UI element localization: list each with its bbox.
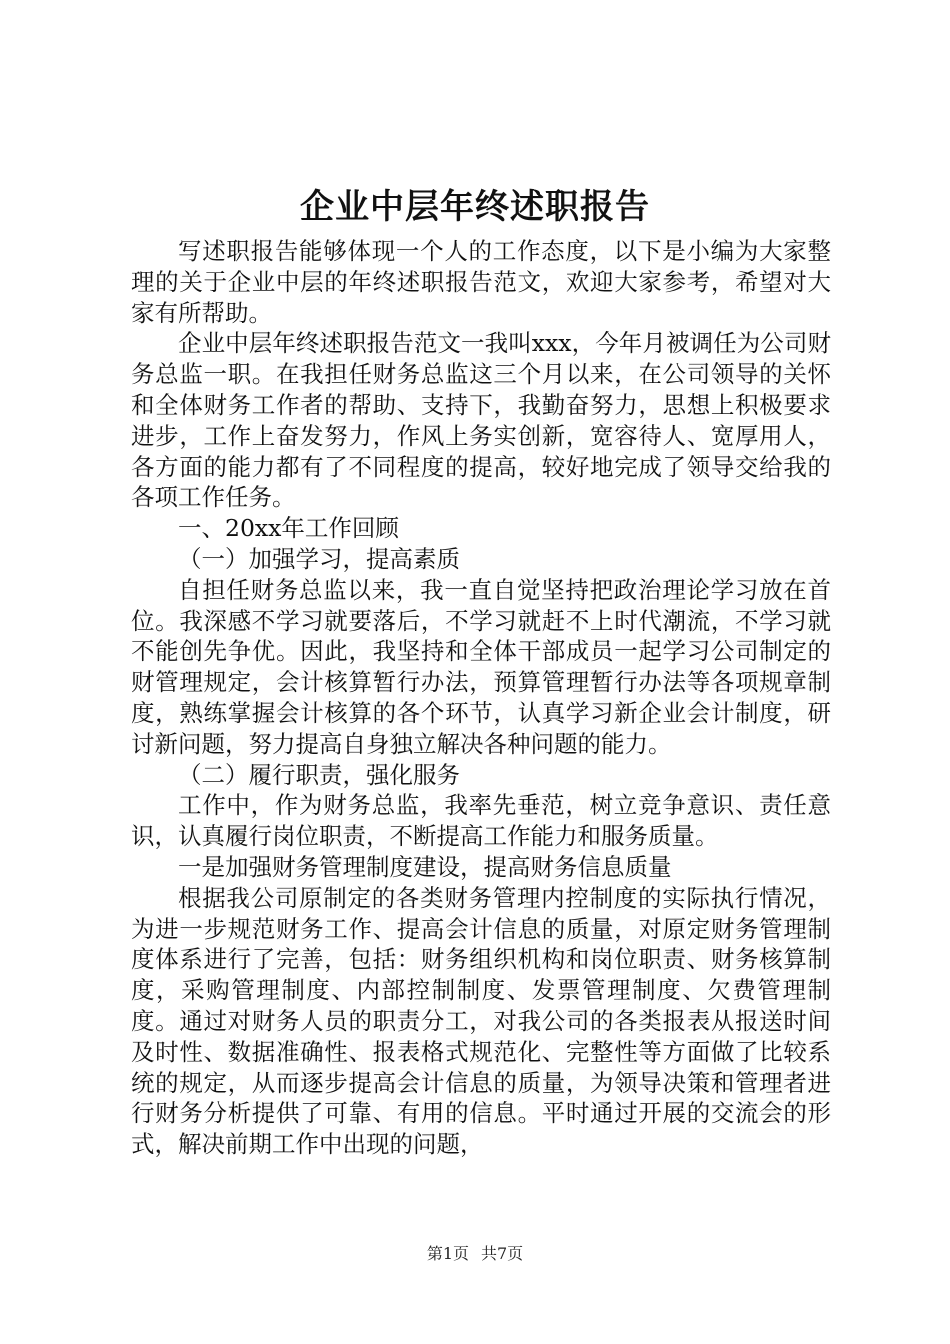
paragraph-study: 自担任财务总监以来，我一直自觉坚持把政治理论学习放在首位。我深感不学习就要落后，不学习就赶不上时代潮流，不学习就不能创先争优。因此，我坚持和全体干部成员一起学习公司制定的财管理规定，会计核算暂行办法，预算管理暂行办法等各项规章制度，熟练掌握会计核算的各个环节，认真学习新企业会计制度，研讨新问题，努力提高自身独立解决各种问题的能力。 <box>131 575 831 758</box>
section-heading-review: 一、20xx年工作回顾 <box>178 514 399 543</box>
subsection-heading-duty: （二）履行职责，强化服务 <box>178 760 460 789</box>
page-number: 第1页 <box>426 1244 469 1263</box>
paragraph-finance-system: 根据我公司原制定的各类财务管理内控制度的实际执行情况，为进一步规范财务工作、提高会计信息的质量，对原定财务管理制度体系进行了完善，包括：财务组织机构和岗位职责、财务核算制度，采购管理制度、内部控制制度、发票管理制度、欠费管理制度。通过对财务人员的职责分工，对我公司的各类报表从报送时间及时性、数据准确性、报表格式规范化、完整性等方面做了比较系统的规定，从而逐步提高会计信息的质量，为领导决策和管理者进行财务分析提供了可靠、有用的信息。平时通过开展的交流会的形式，解决前期工作中出现的问题， <box>131 883 831 1159</box>
page-total: 共7页 <box>481 1244 524 1263</box>
paragraph-duty: 工作中，作为财务总监，我率先垂范，树立竞争意识、责任意识，认真履行岗位职责，不断提高工作能力和服务质量。 <box>131 791 831 851</box>
subsection-heading-study: （一）加强学习，提高素质 <box>178 544 460 573</box>
page-footer <box>0 1243 950 1265</box>
paragraph-intro: 写述职报告能够体现一个人的工作态度，以下是小编为大家整理的关于企业中层的年终述职报告范文，欢迎大家参考，希望对大家有所帮助。 <box>131 237 831 327</box>
paragraph-sample-one: 企业中层年终述职报告范文一我叫xxx，今年月被调任为公司财务总监一职。在我担任财务总监这三个月以来，在公司领导的关怀和全体财务工作者的帮助、支持下，我勤奋努力，思想上积极要求进步，工作上奋发努力，作风上务实创新，宽容待人、宽厚用人，各方面的能力都有了不同程度的提高，较好地完成了领导交给我的各项工作任务。 <box>131 329 831 512</box>
point-heading-finance-system: 一是加强财务管理制度建设，提高财务信息质量 <box>178 852 672 881</box>
document-title: 企业中层年终述职报告 <box>300 187 650 227</box>
document-body <box>131 236 831 1160</box>
